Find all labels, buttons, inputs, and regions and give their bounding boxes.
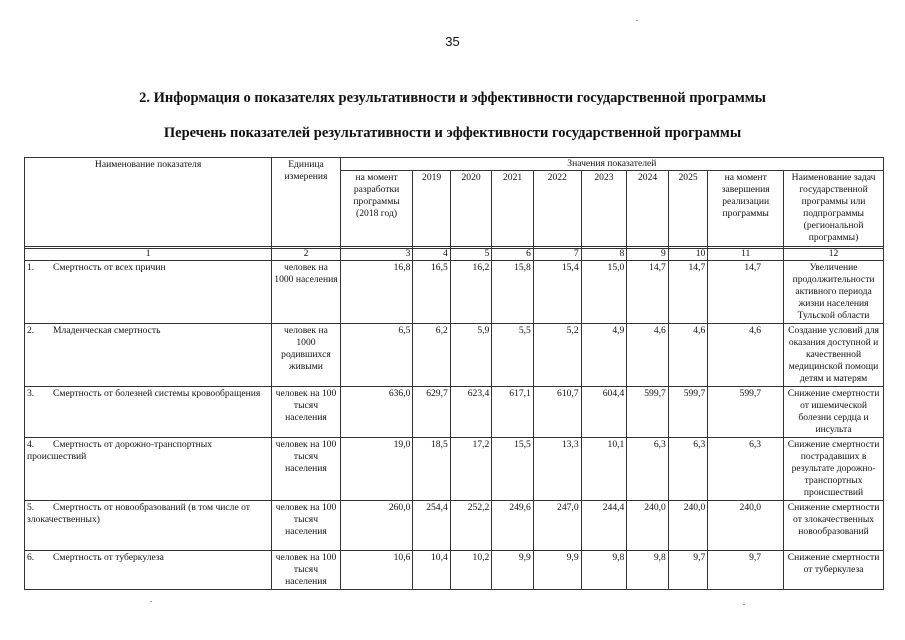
indicator-cell	[25, 551, 272, 590]
final-value: 6,3	[708, 438, 784, 501]
year-value: 599,7	[627, 387, 669, 438]
year-value: 5,2	[533, 324, 581, 387]
final-value: 599,7	[708, 387, 784, 438]
row-number: 3.	[27, 388, 35, 399]
year-value: 4,6	[668, 324, 707, 387]
year-value: 240,0	[668, 501, 707, 551]
year-value: 249,6	[492, 501, 534, 551]
year-value: 14,7	[668, 261, 707, 324]
year-value: 599,7	[668, 387, 707, 438]
unit-cell: человек на 100 тысяч населения	[272, 387, 341, 438]
column-index: 10	[668, 249, 707, 261]
year-value: 15,0	[581, 261, 627, 324]
header-tasks: Наименование задач государственной программы или подпрограммы (региональной программы)	[784, 171, 884, 247]
year-value: 6,3	[627, 438, 669, 501]
header-year: 2023	[581, 171, 627, 247]
unit-cell: человек на 100 тысяч населения	[272, 551, 341, 590]
header-values-group: Значения показателей	[340, 158, 883, 171]
final-value: 14,7	[708, 261, 784, 324]
year-value: 4,6	[627, 324, 669, 387]
scan-speck	[743, 604, 745, 605]
year-value: 6,2	[413, 324, 450, 387]
section-title: 2. Информация о показателях результативности и эффективности государственной программы	[139, 90, 766, 106]
year-value: 15,8	[492, 261, 534, 324]
indicator-name: Смертность от туберкулеза	[53, 552, 164, 563]
table-row	[25, 261, 884, 324]
year-value: 13,3	[533, 438, 581, 501]
column-index: 12	[784, 249, 884, 261]
year-value: 617,1	[492, 387, 534, 438]
row-number: 4.	[27, 439, 35, 450]
table-row	[25, 324, 884, 387]
column-index: 5	[450, 249, 492, 261]
column-index: 2	[272, 249, 341, 261]
year-value: 18,5	[413, 438, 450, 501]
year-value: 10,1	[581, 438, 627, 501]
year-value: 610,7	[533, 387, 581, 438]
year-value: 6,3	[668, 438, 707, 501]
year-value: 10,4	[413, 551, 450, 590]
year-value: 5,9	[450, 324, 492, 387]
indicators-table	[24, 157, 884, 590]
year-value: 629,7	[413, 387, 450, 438]
row-number: 6.	[27, 552, 35, 563]
column-index: 7	[533, 249, 581, 261]
table-row	[25, 387, 884, 438]
year-value: 15,4	[533, 261, 581, 324]
year-value: 14,7	[627, 261, 669, 324]
year-value: 4,9	[581, 324, 627, 387]
year-value: 9,8	[581, 551, 627, 590]
header-row-1	[25, 158, 884, 171]
column-index: 6	[492, 249, 534, 261]
year-value: 16,2	[450, 261, 492, 324]
task-cell: Увеличение продолжительности активного периода жизни населения Тульской области	[784, 261, 884, 324]
unit-cell: человек на 100 тысяч населения	[272, 438, 341, 501]
table-title: Перечень показателей результативности и эффективности государственной программы	[163, 125, 742, 141]
year-value: 240,0	[627, 501, 669, 551]
year-value: 252,2	[450, 501, 492, 551]
header-year: 2020	[450, 171, 492, 247]
base-value: 260,0	[340, 501, 413, 551]
year-value: 15,5	[492, 438, 534, 501]
indicator-cell	[25, 324, 272, 387]
year-value: 17,2	[450, 438, 492, 501]
unit-cell: человек на 1000 населения	[272, 261, 341, 324]
scan-speck	[636, 20, 638, 21]
final-value: 9,7	[708, 551, 784, 590]
column-index: 8	[581, 249, 627, 261]
indicator-name: Смертность от дорожно-транспортных происшествий	[27, 439, 212, 462]
header-name: Наименование показателя	[25, 158, 272, 247]
header-year: 2019	[413, 171, 450, 247]
year-value: 9,8	[627, 551, 669, 590]
indicator-name: Смертность от новообразований (в том числе от злокачественных)	[27, 502, 250, 525]
header-unit: Единица измерения	[272, 158, 341, 247]
year-value: 9,9	[533, 551, 581, 590]
column-index: 1	[25, 249, 272, 261]
year-value: 247,0	[533, 501, 581, 551]
indicator-cell	[25, 387, 272, 438]
unit-cell: человек на 1000 родившихся живыми	[272, 324, 341, 387]
row-number: 1.	[27, 262, 35, 273]
year-value: 5,5	[492, 324, 534, 387]
column-index: 11	[708, 249, 784, 261]
table-row	[25, 551, 884, 590]
year-value: 623,4	[450, 387, 492, 438]
year-value: 254,4	[413, 501, 450, 551]
final-value: 4,6	[708, 324, 784, 387]
year-value: 604,4	[581, 387, 627, 438]
task-cell: Снижение смертности от злокачественных новообразований	[784, 501, 884, 551]
indicator-name: Смертность от всех причин	[53, 262, 166, 273]
header-year: 2025	[668, 171, 707, 247]
page-number: 35	[445, 34, 460, 49]
base-value: 10,6	[340, 551, 413, 590]
column-index-row	[25, 249, 884, 261]
indicator-name: Младенческая смертность	[53, 325, 161, 336]
task-cell: Снижение смертности от туберкулеза	[784, 551, 884, 590]
header-year: 2022	[533, 171, 581, 247]
row-number: 5.	[27, 502, 35, 513]
indicator-name: Смертность от болезней системы кровообращения	[53, 388, 261, 399]
unit-cell: человек на 100 тысяч населения	[272, 501, 341, 551]
row-number: 2.	[27, 325, 35, 336]
final-value: 240,0	[708, 501, 784, 551]
year-value: 10,2	[450, 551, 492, 590]
year-value: 16,5	[413, 261, 450, 324]
table-row	[25, 438, 884, 501]
header-final: на момент завершения реализации программы	[708, 171, 784, 247]
task-cell: Снижение смертности от ишемической болезни сердца и инсульта	[784, 387, 884, 438]
year-value: 9,7	[668, 551, 707, 590]
task-cell: Создание условий для оказания доступной и качественной медицинской помощи детям и матерям	[784, 324, 884, 387]
indicator-cell	[25, 438, 272, 501]
year-value: 9,9	[492, 551, 534, 590]
task-cell: Снижение смертности пострадавших в результате дорожно-транспортных происшествий	[784, 438, 884, 501]
scan-speck	[150, 601, 152, 602]
base-value: 19,0	[340, 438, 413, 501]
column-index: 9	[627, 249, 669, 261]
table-row	[25, 501, 884, 551]
indicator-cell	[25, 261, 272, 324]
year-value: 244,4	[581, 501, 627, 551]
column-index: 4	[413, 249, 450, 261]
header-year: 2024	[627, 171, 669, 247]
column-index: 3	[340, 249, 413, 261]
base-value: 6,5	[340, 324, 413, 387]
base-value: 16,8	[340, 261, 413, 324]
indicator-cell	[25, 501, 272, 551]
base-value: 636,0	[340, 387, 413, 438]
header-year: 2021	[492, 171, 534, 247]
header-base: на момент разработки программы (2018 год)	[340, 171, 413, 247]
